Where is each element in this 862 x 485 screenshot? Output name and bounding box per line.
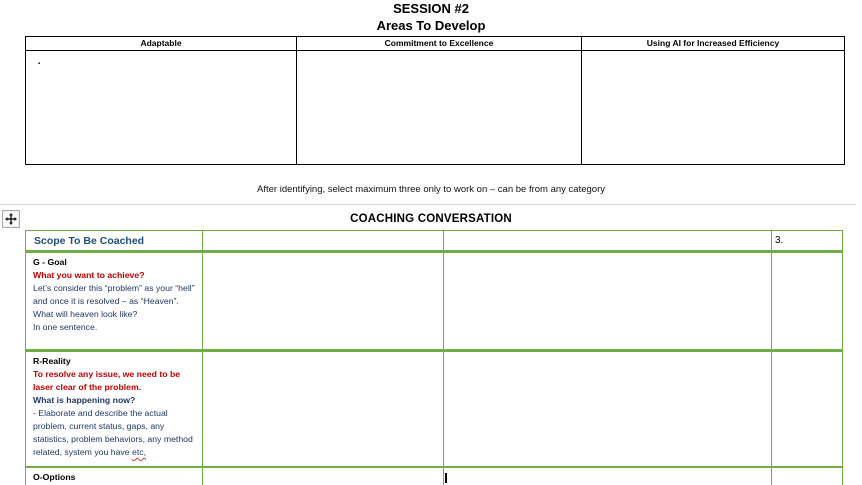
scope-row [26,231,842,253]
options-prompt-cell[interactable] [26,468,203,485]
reality-body: - Elaborate and describe the actual problem, current status, gaps, any statistics, problem behaviors, any method related, system you have etc, [33,408,193,457]
goal-title: G - Goal [33,257,67,267]
reality-row [26,352,842,468]
reality-prompt: To resolve any issue, we need to be laser clear of the problem. [33,369,181,392]
reality-question: What is happening now? [33,395,136,405]
goal-prompt-cell[interactable] [26,253,203,349]
goal-question: What will heaven look like? [33,309,138,319]
areas-to-develop-table [25,36,845,165]
areas-cell-adaptable[interactable] [26,51,297,164]
goal-note: In one sentence. [33,322,98,332]
scope-empty-cell-2[interactable] [444,231,772,250]
reality-prompt-cell[interactable] [26,352,203,466]
coaching-conversation-table [25,230,843,485]
areas-header-commitment: Commitment to Excellence [297,37,582,51]
selection-note: After identifying, select maximum three only to work on – can be from any category [257,184,605,195]
goal-answer-cell-2[interactable] [444,253,772,349]
areas-header-ai: Using AI for Increased Efficiency [582,37,844,51]
reality-answer-cell-2[interactable] [444,352,772,466]
areas-header-adaptable: Adaptable [26,37,297,51]
options-answer-cell-1[interactable] [203,468,444,485]
section-divider-line [0,204,856,205]
options-title: O-Options [33,472,76,482]
session-title: SESSION #2 [393,1,469,16]
options-row [26,468,842,485]
scope-number-cell[interactable]: 3. [775,235,784,246]
reality-answer-cell-1[interactable] [203,352,444,466]
scope-empty-cell-1[interactable] [203,231,444,250]
areas-heading: Areas To Develop [376,18,486,33]
goal-answer-cell-3[interactable] [772,253,842,349]
goal-prompt: What you want to achieve? [33,270,145,280]
i-beam-caret-icon [445,473,447,483]
reality-title: R-Reality [33,356,71,366]
options-answer-cell-3[interactable] [772,468,842,485]
spellcheck-flagged-word: etc, [132,447,147,457]
goal-row [26,253,842,352]
options-answer-cell-2[interactable] [444,468,772,485]
reality-answer-cell-3[interactable] [772,352,842,466]
goal-answer-cell-1[interactable] [203,253,444,349]
areas-cell-ai[interactable] [582,51,844,164]
scope-label-cell[interactable]: Scope To Be Coached [26,231,203,250]
square-bullet-icon: ▪ [38,61,41,67]
areas-cell-commitment[interactable] [297,51,582,164]
coaching-conversation-heading: COACHING CONVERSATION [350,213,512,225]
goal-body: Let’s consider this “problem” as your “hell” and once it is resolved – as “Heaven”. [33,283,195,306]
